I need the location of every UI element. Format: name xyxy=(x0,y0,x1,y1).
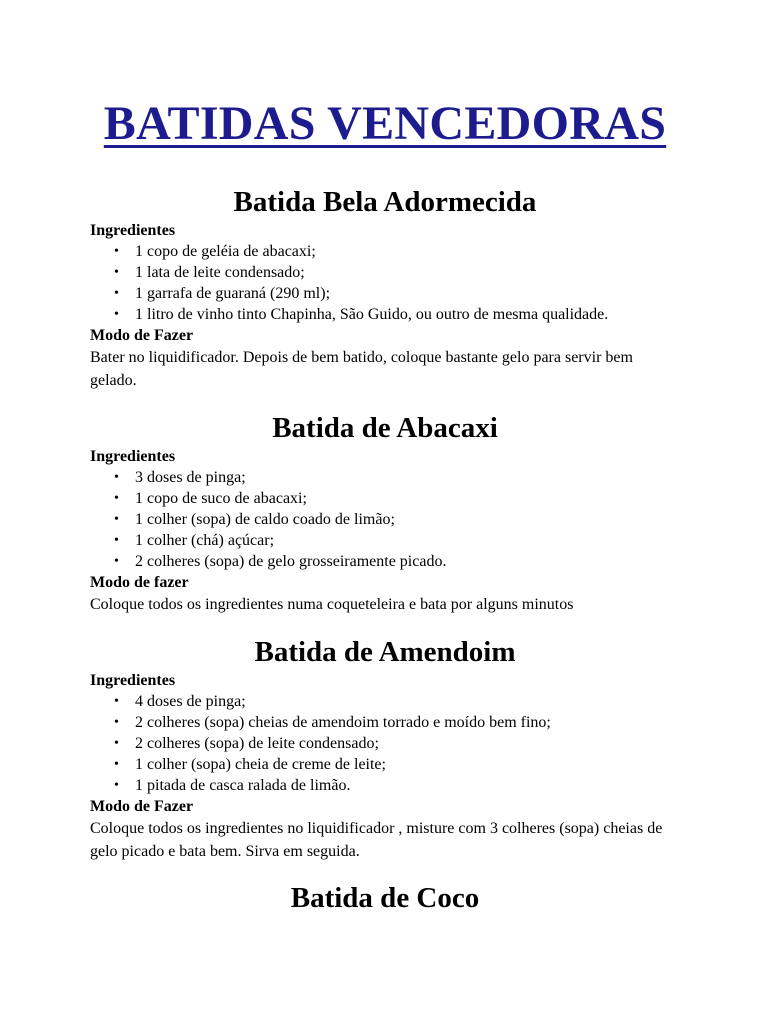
recipe-title: Batida de Amendoim xyxy=(254,636,516,668)
method-label: Modo de Fazer xyxy=(90,798,194,815)
list-item xyxy=(90,509,680,530)
ingredients-label: Ingredientes xyxy=(90,448,176,465)
bullet-icon: • xyxy=(114,265,119,280)
recipe-bela-adormecida xyxy=(90,184,680,392)
recipe-abacaxi xyxy=(90,410,680,616)
ingredients-label: Ingredientes xyxy=(90,672,176,689)
method-label: Modo de Fazer xyxy=(90,327,194,344)
bullet-icon: • xyxy=(114,778,119,793)
recipe-title: Batida de Coco xyxy=(290,882,480,914)
recipe-amendoim xyxy=(90,634,680,863)
bullet-icon: • xyxy=(114,736,119,751)
ingredient-text: 2 colheres (sopa) cheias de amendoim torrado e moído bem fino; xyxy=(135,714,551,731)
document-title xyxy=(90,94,680,154)
ingredient-text: 2 colheres (sopa) de gelo grosseiramente picado. xyxy=(135,553,447,570)
bullet-icon: • xyxy=(114,554,119,569)
ingredient-text: 1 pitada de casca ralada de limão. xyxy=(135,777,351,794)
list-item xyxy=(90,530,680,551)
bullet-icon: • xyxy=(114,244,119,259)
ingredient-text: 1 copo de geléia de abacaxi; xyxy=(135,243,316,260)
bullet-icon: • xyxy=(114,715,119,730)
ingredient-text: 1 litro de vinho tinto Chapinha, São Guido, ou outro de mesma qualidade. xyxy=(135,306,609,323)
list-item xyxy=(90,467,680,488)
recipe-coco xyxy=(90,880,680,916)
ingredients-list xyxy=(90,691,680,796)
list-item xyxy=(90,304,680,325)
ingredient-text: 1 garrafa de guaraná (290 ml); xyxy=(135,285,331,302)
method-text: Bater no liquidificador. Depois de bem batido, coloque bastante gelo para servir bem gelado. xyxy=(90,349,633,389)
ingredients-list xyxy=(90,241,680,325)
bullet-icon: • xyxy=(114,757,119,772)
bullet-icon: • xyxy=(114,512,119,527)
bullet-icon: • xyxy=(114,307,119,322)
ingredient-text: 2 colheres (sopa) de leite condensado; xyxy=(135,735,379,752)
ingredient-text: 4 doses de pinga; xyxy=(135,693,246,710)
list-item xyxy=(90,712,680,733)
bullet-icon: • xyxy=(114,491,119,506)
bullet-icon: • xyxy=(114,694,119,709)
ingredient-text: 3 doses de pinga; xyxy=(135,469,246,486)
list-item xyxy=(90,733,680,754)
list-item xyxy=(90,691,680,712)
bullet-icon: • xyxy=(114,286,119,301)
method-text: Coloque todos os ingredientes numa coqueteleira e bata por alguns minutos xyxy=(90,596,574,613)
list-item xyxy=(90,754,680,775)
method-label: Modo de fazer xyxy=(90,574,189,591)
ingredient-text: 1 copo de suco de abacaxi; xyxy=(135,490,307,507)
list-item xyxy=(90,551,680,572)
bullet-icon: • xyxy=(114,533,119,548)
ingredient-text: 1 colher (chá) açúcar; xyxy=(135,532,275,549)
ingredient-text: 1 colher (sopa) de caldo coado de limão; xyxy=(135,511,395,528)
ingredients-list xyxy=(90,467,680,572)
list-item xyxy=(90,262,680,283)
bullet-icon: • xyxy=(114,470,119,485)
ingredient-text: 1 lata de leite condensado; xyxy=(135,264,305,281)
recipe-title: Batida de Abacaxi xyxy=(272,412,498,444)
list-item xyxy=(90,488,680,509)
list-item xyxy=(90,241,680,262)
list-item xyxy=(90,283,680,304)
method-text: Coloque todos os ingredientes no liquidificador , misture com 3 colheres (sopa) cheias de gelo picado e bata bem. Sirva em seguida. xyxy=(90,820,663,860)
ingredient-text: 1 colher (sopa) cheia de creme de leite; xyxy=(135,756,386,773)
recipe-title: Batida Bela Adormecida xyxy=(233,186,537,218)
document-title-text: BATIDAS VENCEDORAS xyxy=(103,97,667,150)
list-item xyxy=(90,775,680,796)
ingredients-label: Ingredientes xyxy=(90,222,176,239)
